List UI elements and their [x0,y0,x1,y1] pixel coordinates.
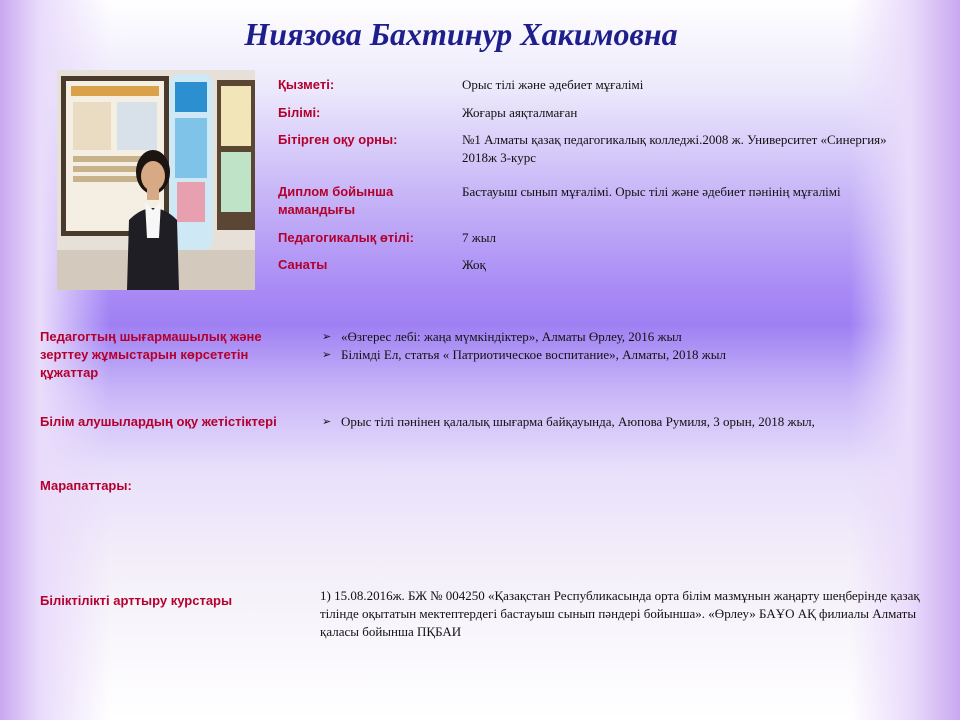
research-section-label: Педагогтың шығармашылық және зерттеу жұмыстарын көрсететін құжаттар [40,329,262,380]
list-item [322,346,932,364]
arrow-bullet-icon: ➢ [322,330,332,343]
info-value: 7 жыл [462,230,496,245]
list-item [322,328,932,346]
info-label: Педагогикалық өтілі: [278,230,414,245]
achievements-list [322,413,932,431]
list-item-text: Орыс тілі пәнінен қалалық шығарма байқауында, Аюпова Румиля, 3 орын, 2018 жыл, [341,414,815,429]
arrow-bullet-icon: ➢ [322,348,332,361]
info-label: Диплом бойынша мамандығы [278,184,394,217]
info-value: Жоқ [462,257,486,272]
info-value: Бастауыш сынып мұғалімі. Орыс тілі және әдебиет пәнінің мұғалімі [462,184,841,199]
info-value: Жоғары аяқталмаған [462,105,578,120]
info-value: Орыс тілі және әдебиет мұғалімі [462,77,644,92]
list-item [322,413,932,431]
arrow-bullet-icon: ➢ [322,415,332,428]
info-label: Білімі: [278,105,321,120]
page-title: Ниязова Бахтинур Хакимовна [244,16,678,52]
courses-text: 1) 15.08.2016ж. БЖ № 004250 «Қазақстан Республикасында орта білім мазмұнын жаңарту шеңберінде қазақ тілінде оқытатын мектептердегі бастауыш сынып пәндері бойынша». «Өрлеу» БАҰО АҚ филиалы Алматы қаласы бойынша ПҚБАИ [320,588,920,639]
research-list [322,328,932,364]
list-item-text: «Өзгерес лебі: жаңа мүмкіндіктер», Алматы Өрлеу, 2016 жыл [341,329,682,344]
portrait-photo [57,70,255,290]
info-label: Санаты [278,257,328,272]
list-item-text: Білімді Ел, статья « Патриотическое воспитание», Алматы, 2018 жыл [341,347,726,362]
info-label: Бітірген оқу орны: [278,132,398,147]
awards-section-label: Марапаттары: [40,478,132,493]
achievements-section-label: Білім алушылардың оқу жетістіктері [40,414,277,429]
courses-section-label: Біліктілікті арттыру курстары [40,593,233,608]
info-value: №1 Алматы қазақ педагогикалық колледжі.2008 ж. Университет «Синергия» 2018ж 3-курс [462,132,887,165]
info-label: Қызметі: [278,77,335,92]
